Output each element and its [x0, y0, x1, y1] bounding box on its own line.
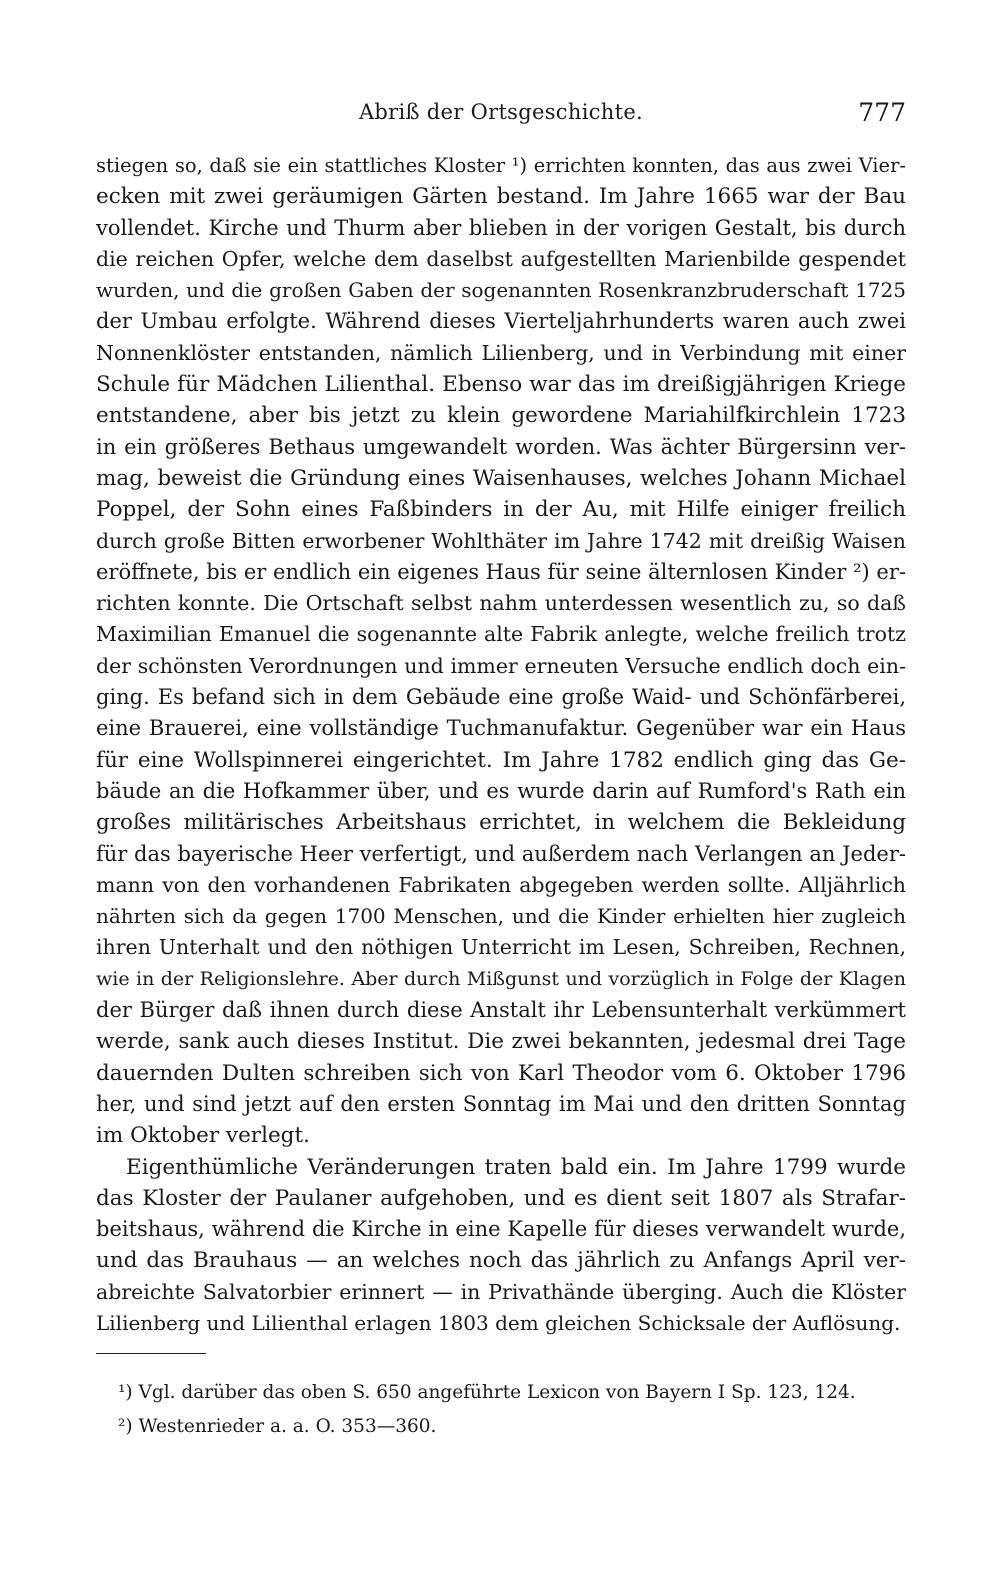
footnote-1: ¹) Vgl. darüber das oben S. 650 angeführte Lexicon von Bayern I Sp. 123, 124.: [118, 1382, 856, 1403]
text-line: Maximilian Emanuel die sogenannte alte Fabrik anlegte, welche freilich trotz: [96, 622, 906, 647]
page-number: 777: [858, 98, 906, 127]
main-text: [96, 150, 906, 1339]
footnote-divider: [96, 1353, 206, 1354]
running-header: [96, 100, 906, 136]
text-line: das Kloster der Paulaner aufgehoben, und es dient seit 1807 als Strafar-: [96, 1185, 906, 1211]
text-line: abreichte Salvatorbier erinnert — in Privathände überging. Auch die Klöster: [96, 1279, 906, 1304]
text-line: vollendet. Kirche und Thurm aber blieben in der vorigen Gestalt, bis durch: [96, 215, 906, 240]
text-line: durch große Bitten erworbener Wohlthäter im Jahre 1742 mit dreißig Waisen: [96, 528, 906, 553]
text-line: nährten sich da gegen 1700 Menschen, und die Kinder erhielten hier zugleich: [96, 904, 906, 929]
text-line: der Bürger daß ihnen durch diese Anstalt ihr Lebensunterhalt verkümmert: [96, 998, 906, 1023]
text-line: mag, beweist die Gründung eines Waisenhauses, welches Johann Michael: [96, 465, 906, 491]
text-line: für eine Wollspinnerei eingerichtet. Im Jahre 1782 endlich ging das Ge-: [96, 747, 906, 773]
text-line: ihren Unterhalt und den nöthigen Unterricht im Lesen, Schreiben, Rechnen,: [96, 935, 906, 960]
text-line: werde, sank auch dieses Institut. Die zwei bekannten, jedesmal drei Tage: [96, 1029, 906, 1055]
running-title: Abriß der Ortsgeschichte.: [358, 100, 644, 124]
text-line: her, und sind jetzt auf den ersten Sonntag im Mai und den dritten Sonntag: [96, 1091, 906, 1116]
text-line: und das Brauhaus — an welches noch das jährlich zu Anfangs April ver-: [96, 1248, 906, 1274]
paragraph-end-line: im Oktober verlegt.: [96, 1123, 310, 1149]
text-line: entstandene, aber bis jetzt zu klein gewordene Mariahilfkirchlein 1723: [96, 403, 906, 429]
text-line: Poppel, der Sohn eines Faßbinders in der Au, mit Hilfe einiger freilich: [96, 497, 906, 523]
text-line: richten konnte. Die Ortschaft selbst nahm unterdessen wesentlich zu, so daß: [96, 591, 906, 616]
text-line: ging. Es befand sich in dem Gebäude eine große Waid- und Schönfärberei,: [96, 685, 906, 710]
text-line: beitshaus, während die Kirche in eine Kapelle für dieses verwandelt wurde,: [96, 1217, 906, 1242]
text-line: mann von den vorhandenen Fabrikaten abgegeben werden sollte. Alljährlich: [96, 872, 906, 897]
text-line: eröffnete, bis er endlich ein eigenes Haus für seine älternlosen Kinder ²) er-: [96, 559, 906, 584]
text-line: Nonnenklöster entstanden, nämlich Lilienberg, und in Verbindung mit einer: [96, 340, 906, 365]
text-line: wie in der Religionslehre. Aber durch Mißgunst und vorzüglich in Folge der Klagen: [96, 967, 906, 990]
text-line: wurden, und die großen Gaben der sogenannten Rosenkranzbruderschaft 1725: [96, 278, 906, 303]
text-line: die reichen Opfer, welche dem daselbst aufgestellten Marienbilde gespendet: [96, 246, 906, 271]
text-line: Schule für Mädchen Lilienthal. Ebenso war das im dreißigjährigen Kriege: [96, 372, 906, 398]
text-line: ecken mit zwei geräumigen Gärten bestand. Im Jahre 1665 war der Bau: [96, 184, 906, 210]
text-line: der schönsten Verordnungen und immer erneuten Versuche endlich doch ein-: [96, 653, 906, 678]
footnote-2: ²) Westenrieder a. a. O. 353—360.: [118, 1416, 437, 1437]
footnotes: [118, 1376, 908, 1444]
text-line: in ein größeres Bethaus umgewandelt worden. Was ächter Bürgersinn ver-: [96, 434, 906, 459]
text-line: großes militärisches Arbeitshaus errichtet, in welchem die Bekleidung: [96, 810, 906, 836]
text-line: stiegen so, daß sie ein stattliches Kloster ¹) errichten konnten, das aus zwei Vier-: [96, 154, 906, 177]
text-line: eine Brauerei, eine vollständige Tuchmanufaktur. Gegenüber war ein Haus: [96, 716, 906, 741]
paragraph-end-line: Lilienberg und Lilienthal erlagen 1803 dem gleichen Schicksale der Auflösung.: [96, 1310, 901, 1335]
text-line: der Umbau erfolgte. Während dieses Vierteljahrhunderts waren auch zwei: [96, 309, 906, 334]
text-line: für das bayerische Heer verfertigt, und außerdem nach Verlangen an Jeder-: [96, 841, 906, 866]
text-line: bäude an die Hofkammer über, und es wurde darin auf Rumford's Rath ein: [96, 778, 906, 803]
text-line: dauernden Dulten schreiben sich von Karl Theodor vom 6. Oktober 1796: [96, 1060, 906, 1086]
paragraph-start-line: Eigenthümliche Veränderungen traten bald ein. Im Jahre 1799 wurde: [126, 1154, 906, 1180]
